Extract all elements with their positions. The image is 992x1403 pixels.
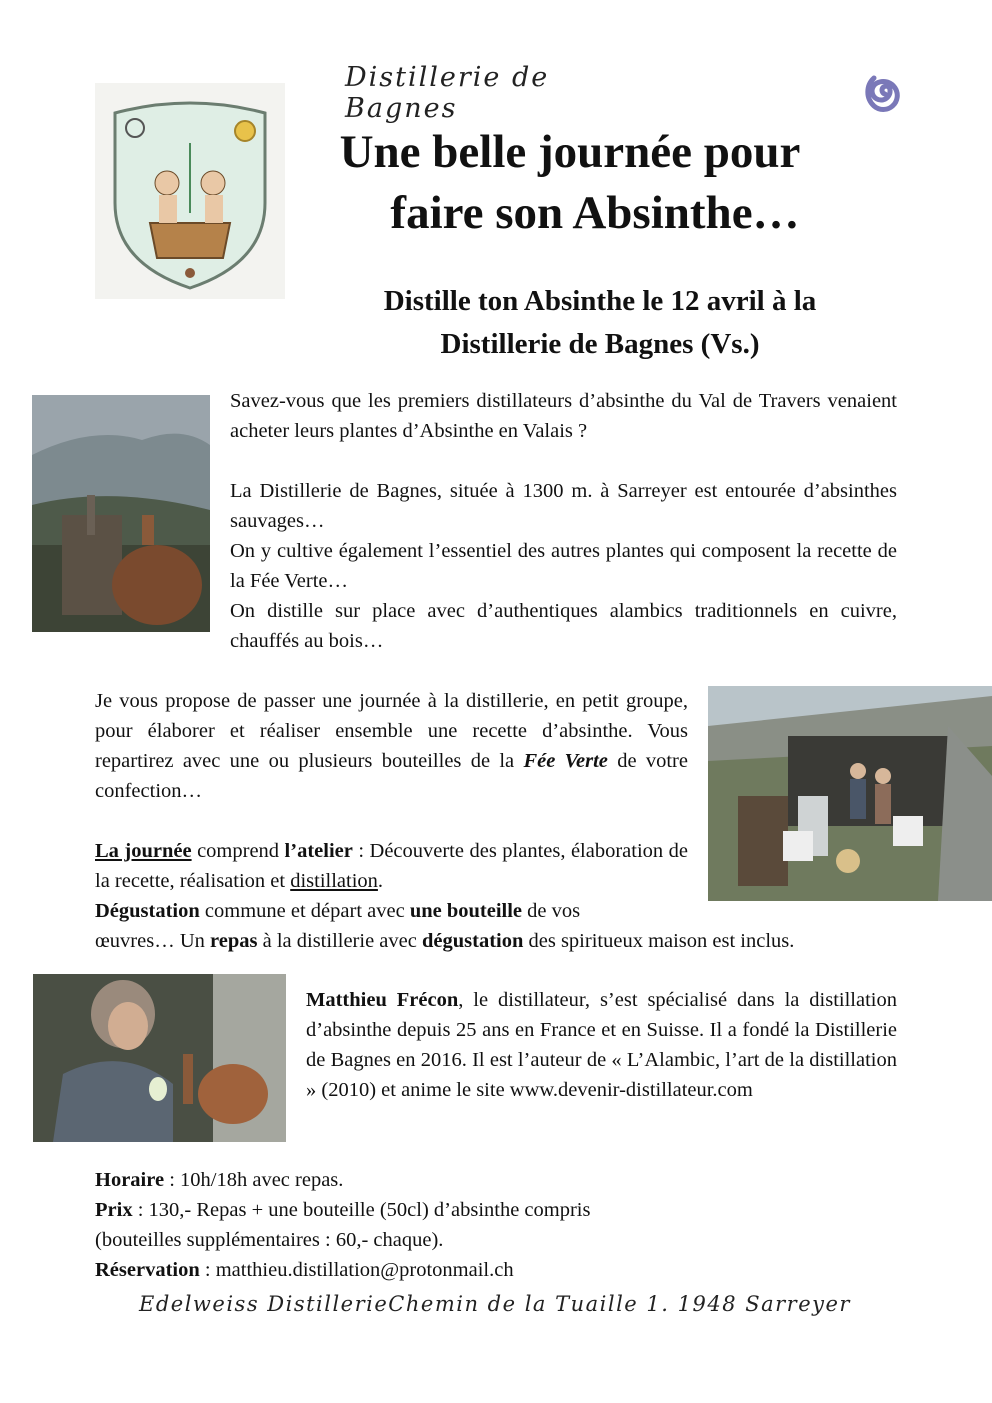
day-last-line [95, 926, 895, 956]
prix-line [95, 1195, 895, 1225]
page-title [290, 122, 850, 244]
brand-name: Distillerie de Bagnes [345, 62, 550, 124]
reservation-label: Réservation [95, 1259, 200, 1281]
reservation-line [95, 1255, 895, 1285]
day-text-6: à la distillerie avec [257, 930, 422, 952]
atelier-label: l’atelier [284, 840, 353, 862]
title-line-2: faire son Absinthe… [390, 187, 800, 239]
alembic-mountain-photo [32, 395, 210, 632]
horaire-label: Horaire [95, 1169, 165, 1191]
day-text-5-continued: œuvres… Un [95, 930, 211, 952]
prix-value: : 130,- Repas + une bouteille (50cl) d’absinthe compris [132, 1199, 591, 1221]
event-subtitle [300, 280, 900, 366]
distillation-underline: distillation [290, 870, 378, 892]
day-text-7: des spiritueux maison est inclus. [523, 930, 795, 952]
distiller-portrait-photo [33, 974, 286, 1142]
practical-info [95, 1165, 895, 1285]
reservation-value: : matthieu.distillation@protonmail.ch [199, 1259, 514, 1281]
prix-label: Prix [95, 1199, 133, 1221]
intro-paragraph-4: On distille sur place avec d’authentiques alambics traditionnels en cuivre, chauffés au bois… [230, 600, 897, 652]
intro-paragraph-2: La Distillerie de Bagnes, située à 1300 m. à Sarreyer est entourée d’absinthes sauvages… [230, 480, 897, 532]
group-workshop-photo [708, 686, 992, 901]
bio-paragraph [306, 985, 897, 1105]
proposal-paragraph [95, 686, 688, 806]
intro-section [230, 386, 897, 656]
bio-text: , le distillateur, s’est spécialisé dans la distillation d’absinthe depuis 25 ans en France et en Suisse. Il a fondé la Distillerie de Bagnes en 2016. Il est l’auteur de « L’Alambic, l’art de la distillation » (2010) et anime le site www.devenir-distillateur.com [306, 989, 897, 1101]
repas-label: repas [210, 930, 258, 952]
intro-paragraph-1: Savez-vous que les premiers distillateurs d’absinthe du Val de Travers venaient acheter leurs plantes d’Absinthe en Valais ? [230, 390, 897, 442]
proposal-text-before: Je vous propose de passer une journée à la distillerie, en petit groupe, pour élaborer et réaliser ensemble une recette d’absinthe. Vous repartirez avec une ou plusieurs bouteilles de la [95, 690, 688, 772]
prix-note: (bouteilles supplémentaires : 60,- chaque). [95, 1229, 444, 1251]
day-text-4: commune et départ avec [199, 900, 410, 922]
day-text-1: comprend [191, 840, 285, 862]
intro-paragraph-3: On y cultive également l’essentiel des autres plantes qui composent la recette de la Fée Verte… [230, 540, 897, 592]
distillery-emblem [95, 83, 285, 299]
footer-address: Edelweiss DistillerieChemin de la Tuaille 1. 1948 Sarreyer [139, 1292, 851, 1316]
distiller-name: Matthieu Frécon [306, 989, 459, 1011]
proposal-section [95, 686, 688, 806]
degustation-label: Dégustation [95, 900, 200, 922]
bouteille-label: une bouteille [409, 900, 523, 922]
horaire-value: : 10h/18h avec repas. [164, 1169, 344, 1191]
day-section [95, 836, 688, 926]
day-continuation [95, 926, 895, 956]
degustation-2-label: dégustation [421, 930, 524, 952]
bio-section [306, 985, 897, 1105]
day-text-2: : Découverte des plantes, élaboration de la recette, réalisation et [95, 840, 688, 892]
horaire-line [95, 1165, 895, 1195]
day-label: La journée [95, 840, 192, 862]
proposal-text-after: de votre confection… [95, 750, 688, 802]
subtitle-line-1: Distille ton Absinthe le 12 avril à la [383, 285, 817, 317]
day-text-5: de vos [522, 900, 581, 922]
day-text-3: . [377, 870, 384, 892]
fee-verte-emphasis: Fée Verte [523, 750, 608, 772]
subtitle-line-2: Distillerie de Bagnes (Vs.) [440, 328, 760, 360]
spiral-logo [850, 60, 920, 125]
title-line-1: Une belle journée pour [339, 126, 801, 178]
day-paragraph [95, 836, 688, 926]
